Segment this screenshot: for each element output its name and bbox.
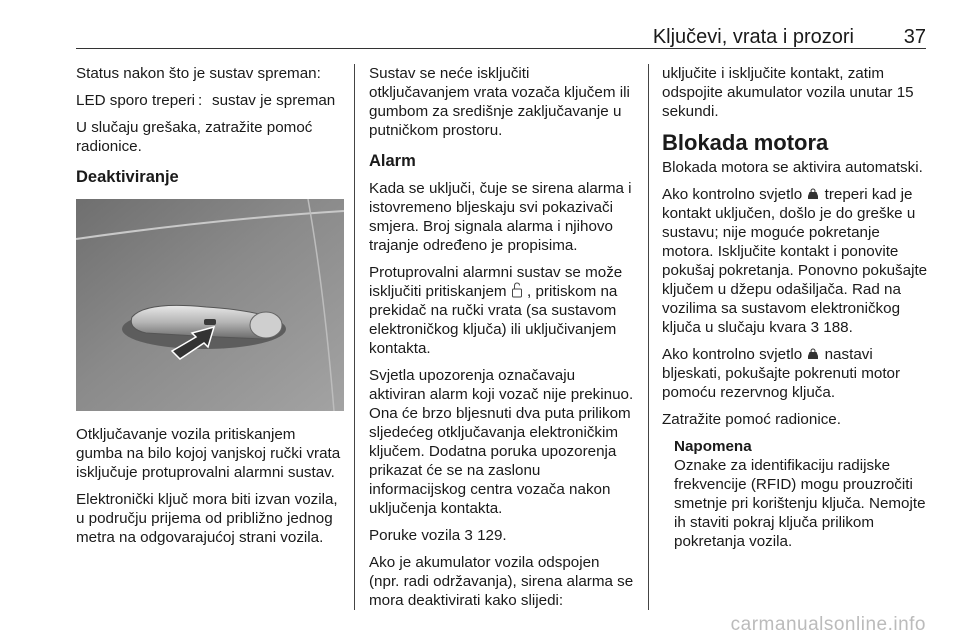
page-ref-icon: 3 (464, 527, 473, 544)
error-paragraph: U slučaju grešaka, zatražite pomoć radionice. (76, 119, 313, 155)
page-header (76, 22, 926, 49)
header-title: Ključevi, vrata i prozori (652, 26, 854, 48)
battery-paragraph: Ako je akumulator vozila odspojen (npr. radi održavanja), sirena alarma se mora deaktivirati kako slijedi: (369, 554, 634, 609)
page-ref-icon: 3 (810, 319, 820, 336)
note-title: Napomena (674, 438, 752, 455)
alarm-sound-paragraph: Kada se uključi, čuje se sirena alarma i istovremeno bljeskaju svi pokazivači smjera. Broj signala alarma i njihovo trajanje određeno je propisima. (369, 180, 632, 254)
no-disarm-paragraph: Sustav se neće isključiti otključavanjem vrata vozača ključem ili gumbom za središnje zaključavanje u putničkom prostoru. (369, 65, 630, 139)
immobilizer-flash-text-b: nastavi bljeskati, pokušajte pokrenuti motor pomoću rezervnog ključa. (662, 346, 901, 401)
immobilizer-fault-text-a: Ako kontrolno svjetlo (662, 186, 803, 203)
unlock-icon (511, 282, 523, 298)
immobilizer-flash-paragraph (662, 345, 930, 402)
led-colon: : (198, 92, 203, 109)
column-3 (662, 64, 930, 551)
led-definition: sustav je spreman (212, 92, 336, 109)
column-divider-1 (354, 64, 355, 610)
immobilizer-auto-paragraph: Blokada motora se aktivira automatski. (662, 159, 923, 176)
battery-steps-paragraph: uključite i isključite kontakt, zatim odspojite akumulator vozila unutar 15 sekundi. (662, 65, 914, 120)
page-number: 37 (903, 26, 926, 48)
heading-deaktiviranje: Deaktiviranje (76, 168, 179, 186)
immobilizer-car-key-icon (806, 188, 820, 201)
heading-blokada-motora: Blokada motora (662, 130, 829, 155)
status-intro: Status nakon što je sustav spreman: (76, 65, 321, 82)
immobilizer-flash-text-a: Ako kontrolno svjetlo (662, 346, 803, 363)
immobilizer-fault-text-b: treperi kad je kontakt uključen, došlo je do greške u sustavu; nije moguće pokretanje motora. Isključite kontakt i ponovite pokušaj pokretanja. Ponovno pokušajte ključem u džepu odašiljača. Rad na vozilima sa sustavom elektroničkog ključa u slučaju kvara (662, 186, 928, 336)
alarm-off-paragraph (369, 263, 634, 358)
vehicle-messages-page: 129. (472, 527, 507, 544)
warning-lights-paragraph: Svjetla upozorenja označavaju aktiviran alarm koji vozač nije prekinuo. Ona će brzo bljesnuti dva puta prilikom sljedećeg otključavanja elektroničkim ključem. Dodatna poruka upozorenja prikazat će se na zaslonu informacijskog centra vozača nakon uključenja kontakta. (369, 367, 634, 517)
alarm-off-text-b: , pritiskom na prekidač na ručki vrata (sa sustavom elektroničkog ključa) ili uključivanjem kontakta. (369, 283, 618, 357)
immobilizer-car-key-icon (806, 348, 820, 361)
vehicle-messages-text: Poruke vozila (369, 527, 461, 544)
immobilizer-fault-page: 188. (819, 319, 853, 336)
key-range-paragraph: Elektronički ključ mora biti izvan vozila, u području prijema od približno jednog metra na odgovarajućoj strani vozila. (76, 491, 338, 546)
door-handle-illustration (76, 199, 344, 411)
column-1 (76, 64, 344, 555)
led-status-row (76, 91, 344, 110)
unlock-paragraph: Otključavanje vozila pritiskanjem gumba na bilo kojoj vanjskoj ručki vrata isključuje protuprovalni alarmni sustav. (76, 426, 341, 481)
workshop-paragraph: Zatražite pomoć radionice. (662, 411, 841, 428)
heading-alarm: Alarm (369, 152, 416, 170)
note-text: Oznake za identifikaciju radijske frekvencije (RFID) mogu prouzročiti smetnje pri korištenju ključa. Nemojte ih staviti pokraj ključa prilikom pokretanja vozila. (674, 457, 926, 550)
immobilizer-fault-paragraph (662, 185, 930, 337)
led-term: LED sporo treperi (76, 92, 196, 109)
watermark: carmanualsonline.info (730, 614, 926, 635)
vehicle-messages-paragraph (369, 526, 634, 545)
column-divider-2 (648, 64, 649, 610)
alarm-off-text-a: Protuprovalni alarmni sustav se može isključiti pritiskanjem (369, 264, 623, 300)
note-box (674, 437, 930, 551)
column-2 (369, 64, 634, 618)
